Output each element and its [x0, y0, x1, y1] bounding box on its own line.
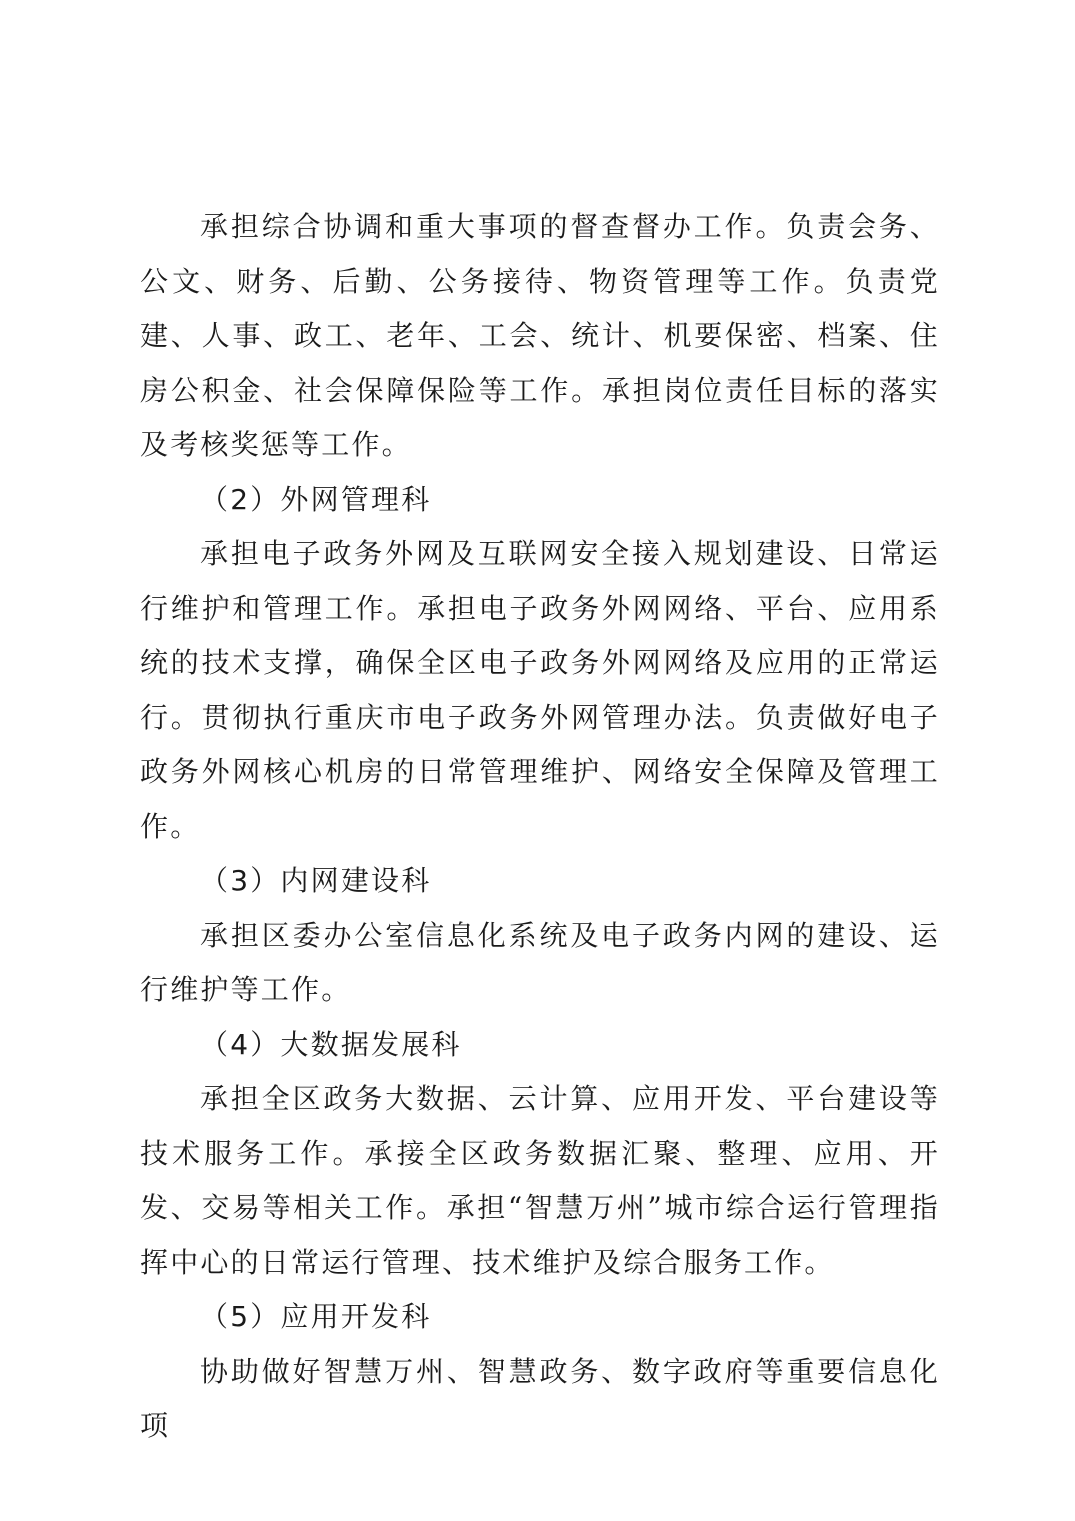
paragraph-internal-network-duties: 承担区委办公室信息化系统及电子政务内网的建设、运行维护等工作。	[140, 918, 940, 1006]
document-body	[140, 200, 940, 1454]
section-heading-big-data: （4）大数据发展科	[200, 1027, 462, 1061]
paragraph-external-network-duties: 承担电子政务外网及互联网安全接入规划建设、日常运行维护和管理工作。承担电子政务外网网络、平台、应用系统的技术支撑，确保全区电子政务外网网络及应用的正常运行。贯彻执行重庆市电子政务外网管理办法。负责做好电子政务外网核心机房的日常管理维护、网络安全保障及管理工作。	[140, 537, 940, 843]
paragraph-general-office-duties: 承担综合协调和重大事项的督查督办工作。负责会务、公文、财务、后勤、公务接待、物资管理等工作。负责党建、人事、政工、老年、工会、统计、机要保密、档案、住房公积金、社会保障保险等工作。承担岗位责任目标的落实及考核奖惩等工作。	[140, 210, 940, 461]
section-heading-internal-network: （3）内网建设科	[200, 864, 432, 897]
paragraph-application-development-duties: 协助做好智慧万州、智慧政务、数字政府等重要信息化项	[140, 1354, 940, 1442]
paragraph-big-data-duties: 承担全区政务大数据、云计算、应用开发、平台建设等技术服务工作。承接全区政务数据汇聚、整理、应用、开发、交易等相关工作。承担“智慧万州”城市综合运行管理指挥中心的日常运行管理、技术维护及综合服务工作。	[140, 1082, 940, 1279]
section-heading-external-network: （2）外网管理科	[200, 482, 432, 516]
section-heading-application-development: （5）应用开发科	[200, 1300, 432, 1333]
